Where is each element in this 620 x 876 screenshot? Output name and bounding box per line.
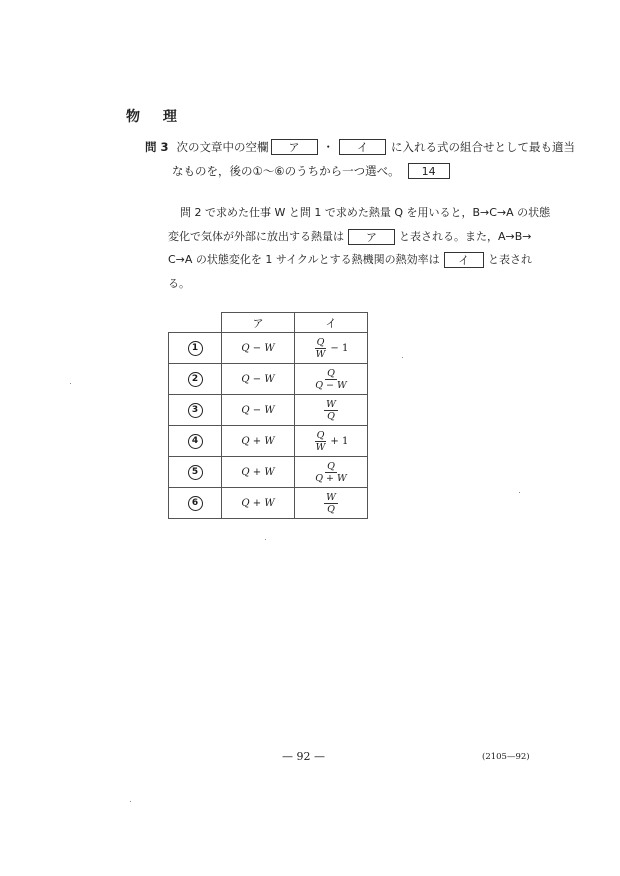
answer-number-box: 14	[408, 163, 450, 179]
choice-cell	[169, 333, 222, 364]
expr-a-cell	[222, 426, 295, 457]
separator: ・	[322, 140, 335, 154]
fraction	[314, 337, 328, 360]
numerator: W	[326, 491, 336, 503]
passage-blank-i: イ	[444, 252, 484, 268]
expr-tail: − 1	[330, 342, 349, 354]
numerator: Q	[327, 367, 335, 379]
question-text-1: 次の文章中の空欄	[176, 140, 269, 154]
passage-line-4: る。	[168, 277, 190, 291]
blank-i-box: イ	[339, 139, 386, 155]
denominator: W	[315, 441, 326, 453]
expr-i-cell	[295, 426, 368, 457]
scan-speck	[402, 357, 403, 358]
passage-text-3b: と表され	[488, 253, 532, 267]
fraction	[324, 399, 338, 422]
question-text-2: に入れる式の組合せとして最も適当	[391, 140, 576, 154]
expr-i-cell	[295, 364, 368, 395]
question-line-2	[172, 161, 452, 181]
choice-number: 4	[188, 434, 203, 449]
fraction	[313, 461, 349, 484]
expr-i-cell	[295, 457, 368, 488]
expr-i-cell	[295, 488, 368, 519]
choice-cell	[169, 364, 222, 395]
choice-number: 1	[188, 341, 203, 356]
passage-blank-a: ア	[348, 229, 395, 245]
passage-text-3a: C→A の状態変化を 1 サイクルとする熱機関の熱効率は	[168, 253, 440, 267]
expr-a: Q + W	[241, 466, 275, 478]
numerator: W	[326, 398, 336, 410]
expr-a: Q + W	[241, 435, 275, 447]
page-code: (2105—92)	[482, 752, 530, 762]
passage-text-2b: と表される。また，A→B→	[399, 229, 532, 243]
numerator: Q	[316, 429, 325, 441]
choice-number: 6	[188, 496, 203, 511]
question-line-1	[145, 137, 575, 157]
expr-a-cell	[222, 333, 295, 364]
passage-line-2	[168, 225, 532, 249]
header-a: ア	[222, 313, 295, 333]
expr-a-cell	[222, 457, 295, 488]
denominator: W	[315, 348, 326, 360]
section-title: 物 理	[126, 109, 186, 125]
passage	[168, 201, 551, 296]
numerator: Q	[316, 336, 325, 348]
scan-speck	[70, 383, 71, 384]
expr-a-cell	[222, 488, 295, 519]
expr-a: Q − W	[241, 373, 275, 385]
table-row	[169, 457, 368, 488]
scan-speck	[130, 801, 131, 802]
table-row	[169, 333, 368, 364]
scan-speck	[265, 539, 266, 540]
table-row	[169, 488, 368, 519]
expr-i-cell	[295, 395, 368, 426]
fraction	[324, 492, 338, 515]
numerator: Q	[327, 460, 335, 472]
header-i: イ	[295, 313, 368, 333]
question-text-3: なものを，後の①～⑥のうちから一つ選べ。	[172, 164, 400, 178]
page-number: — 92 —	[282, 750, 325, 763]
choice-cell	[169, 426, 222, 457]
blank-a-box: ア	[271, 139, 318, 155]
passage-text-2a: 変化で気体が外部に放出する熱量は	[168, 229, 344, 243]
passage-line-1: 問 2 で求めた仕事 W と問 1 で求めた熱量 Q を用いると，B→C→A の状態	[180, 206, 551, 219]
fraction	[314, 430, 328, 453]
choice-number: 3	[188, 403, 203, 418]
choice-number: 5	[188, 465, 203, 480]
choice-number: 2	[188, 372, 203, 387]
expr-tail: + 1	[330, 435, 349, 447]
choices-table	[168, 312, 368, 519]
denominator: Q	[327, 503, 335, 515]
expr-a: Q − W	[241, 404, 275, 416]
table-row	[169, 364, 368, 395]
scan-speck	[519, 492, 520, 493]
table-row	[169, 426, 368, 457]
table-row	[169, 395, 368, 426]
table-header-row	[169, 313, 368, 333]
denominator: Q + W	[315, 472, 347, 484]
denominator: Q	[327, 410, 335, 422]
question-label: 問 3	[145, 140, 169, 154]
denominator: Q − W	[315, 379, 347, 391]
fraction	[313, 368, 349, 391]
choice-cell	[169, 395, 222, 426]
choice-cell	[169, 488, 222, 519]
expr-a: Q − W	[241, 342, 275, 354]
expr-a-cell	[222, 395, 295, 426]
expr-a-cell	[222, 364, 295, 395]
passage-line-3	[168, 248, 532, 272]
expr-a: Q + W	[241, 497, 275, 509]
expr-i-cell	[295, 333, 368, 364]
header-corner	[169, 313, 222, 333]
choice-cell	[169, 457, 222, 488]
